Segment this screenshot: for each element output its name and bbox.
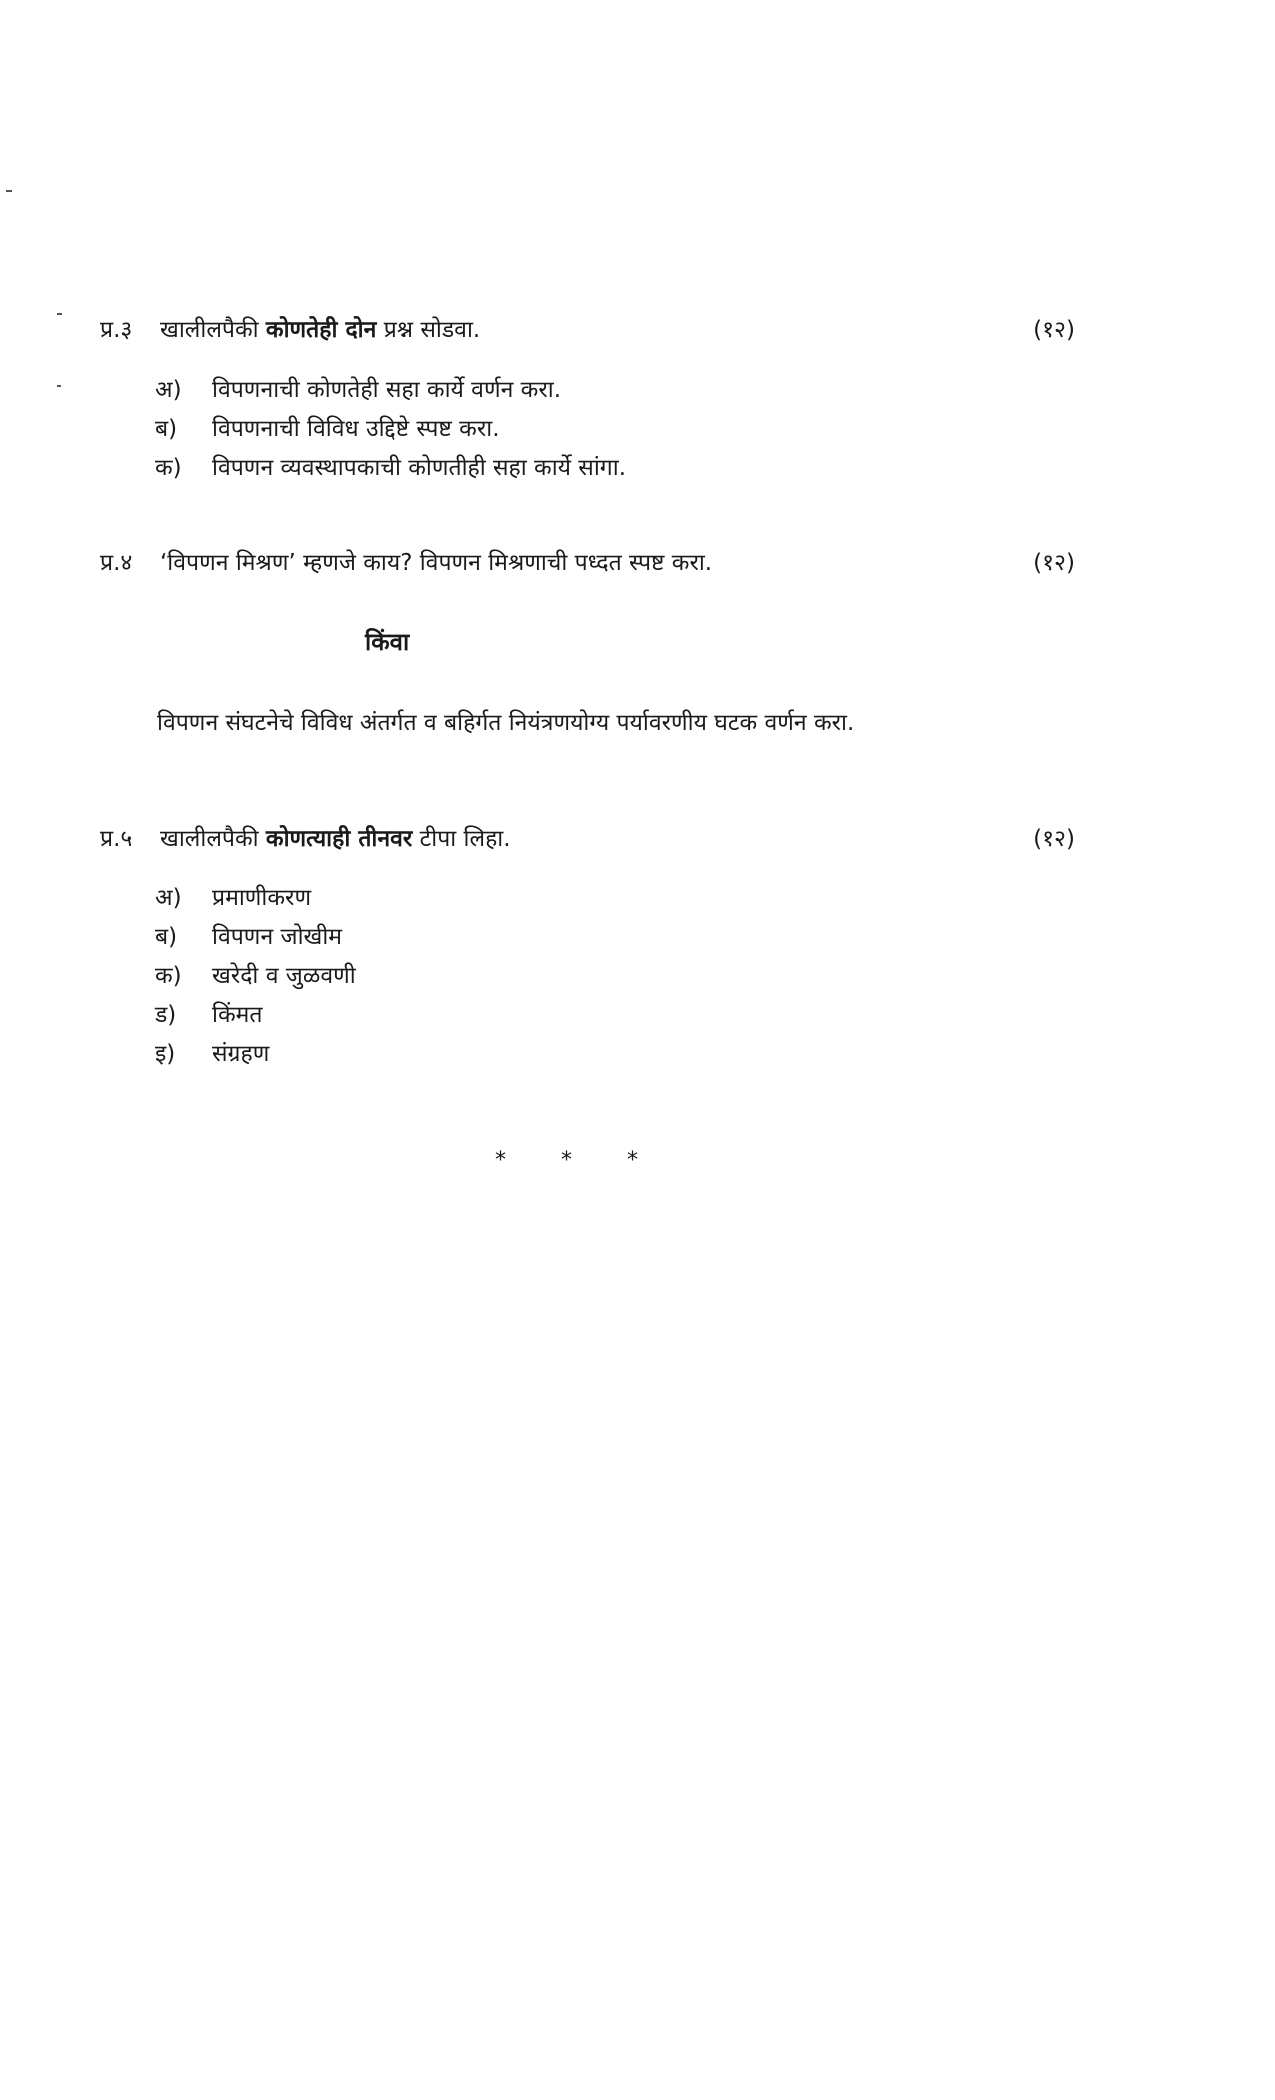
question-5-subquestions [155,880,356,1075]
scan-speck [6,190,12,192]
question-5-row [100,824,1075,854]
scan-speck [57,313,62,315]
or-separator: किंवा [365,628,410,656]
asterisk-icon: * [561,1148,572,1173]
list-item: ड) किंमत [155,1002,263,1028]
question-4-row [100,548,1075,578]
question-4-text: ‘विपणन मिश्रण’ म्हणजे काय? विपणन मिश्रणाची पध्दत स्पष्ट करा. [160,550,713,576]
asterisk-icon: * [495,1148,506,1173]
question-4-marks: (१२) [1033,550,1075,576]
list-item: इ) संग्रहण [155,1041,270,1067]
list-item: क) विपणन व्यवस्थापकाची कोणतीही सहा कार्ये सांगा. [155,455,627,481]
question-5-number: प्र.५ [100,826,133,852]
question-5-marks: (१२) [1033,826,1075,852]
question-3-subquestions [155,372,626,489]
scan-speck [57,385,61,387]
question-5-emphasis: कोणत्याही तीनवर [265,826,413,852]
question-3-instruction: खालीलपैकी कोणतेही दोन प्रश्न सोडवा. [160,317,481,343]
list-item: ब) विपणन जोखीम [155,924,343,950]
question-3-row [100,315,1075,345]
question-3-emphasis: कोणतेही दोन [265,317,377,343]
question-4-alternative: विपणन संघटनेचे विविध अंतर्गत व बहिर्गत नियंत्रणयोग्य पर्यावरणीय घटक वर्णन करा. [157,710,855,736]
question-3-number: प्र.३ [100,317,133,343]
question-3-marks: (१२) [1033,317,1075,343]
list-item: ब) विपणनाची विविध उद्दिष्टे स्पष्ट करा. [155,416,500,442]
asterisk-icon: * [627,1148,638,1173]
question-4-number: प्र.४ [100,550,133,576]
list-item: अ) विपणनाची कोणतेही सहा कार्ये वर्णन करा. [155,377,562,403]
question-5-instruction: खालीलपैकी कोणत्याही तीनवर टीपा लिहा. [160,826,511,852]
list-item: अ) प्रमाणीकरण [155,885,312,911]
list-item: क) खरेदी व जुळवणी [155,963,356,989]
end-of-paper-marks [495,1148,638,1173]
